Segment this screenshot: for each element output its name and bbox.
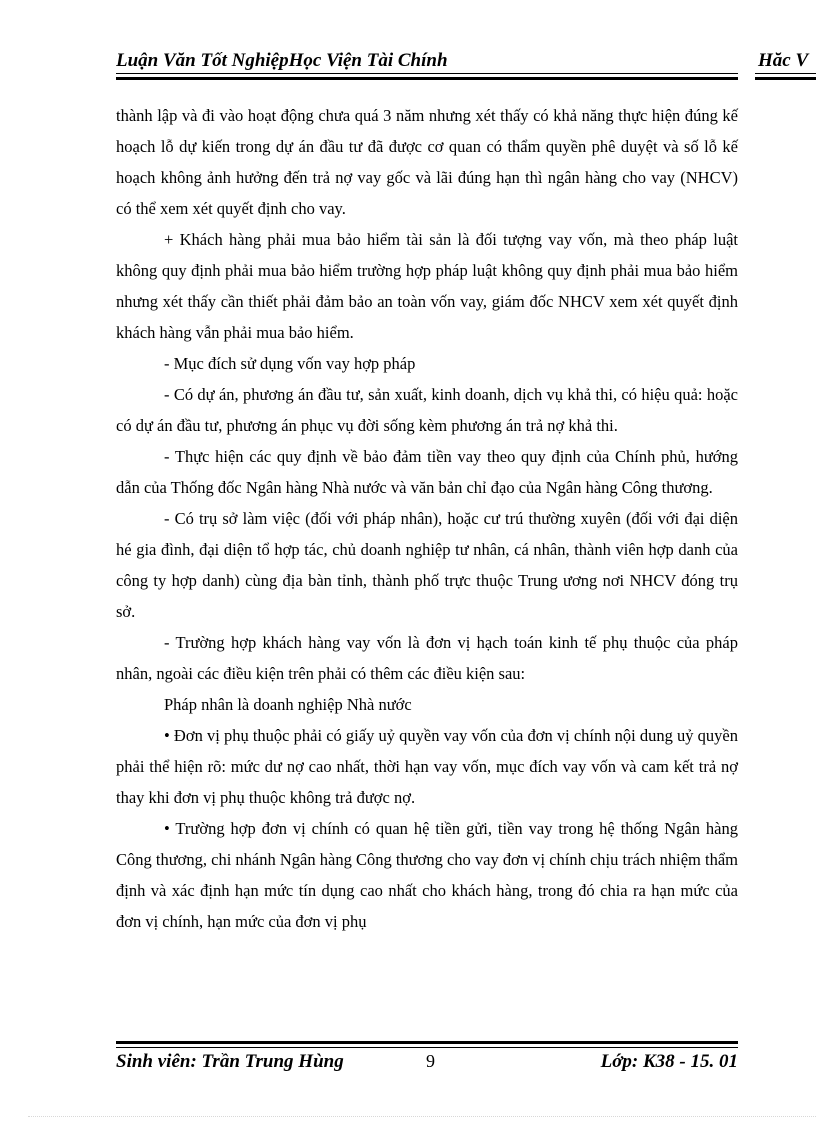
thesis-title: Luận Văn Tốt NghiệpHọc Viện Tài Chính	[116, 50, 448, 71]
class-label: Lớp: K38 - 15. 01	[600, 1051, 738, 1072]
student-name: Sinh viên: Trần Trung Hùng	[116, 1051, 344, 1072]
header-rule-thick	[116, 77, 738, 80]
header-right-text: Hăc V	[758, 50, 809, 71]
paragraph-6: - Có trụ sở làm việc (đối với pháp nhân), hoặc cư trú thường xuyên (đối với đại diện hé gia đình, đại diện tổ hợp tác, chủ doanh nghiệp tư nhân, cá nhân, thành viên hợp danh của công ty hợp danh) cùng địa bàn tỉnh, thành phố trực thuộc Trung ương nơi NHCV đóng trụ sở.	[116, 509, 738, 621]
footer-rule-thick	[116, 1041, 738, 1044]
paragraph-5: - Thực hiện các quy định về bảo đảm tiền vay theo quy định của Chính phủ, hướng dẫn của Thống đốc Ngân hàng Nhà nước và văn bản chỉ đạo của Ngân hàng Công thương.	[116, 447, 738, 497]
header-rule-thin	[116, 73, 738, 74]
body-text	[116, 100, 738, 937]
footer-rule-thin	[116, 1047, 738, 1048]
page-number: 9	[426, 1051, 435, 1071]
header-rule-thick-right	[755, 77, 816, 80]
page-bottom-dotted-line	[28, 1116, 816, 1117]
paragraph-4: - Có dự án, phương án đầu tư, sản xuất, kinh doanh, dịch vụ khả thi, có hiệu quả: hoặc có dự án đầu tư, phương án phục vụ đời sống kèm phương án trả nợ khả thi.	[116, 385, 738, 435]
page-header	[116, 50, 816, 74]
paragraph-3: - Mục đích sử dụng vốn vay hợp pháp	[164, 354, 416, 373]
paragraph-2: + Khách hàng phải mua bảo hiểm tài sản là đối tượng vay vốn, mà theo pháp luật không quy định phải mua bảo hiểm trường hợp pháp luật không quy định phải mua bảo hiểm nhưng xét thấy cần thiết phải đảm bảo an toàn vốn vay, giám đốc NHCV xem xét quyết định khách hàng vẫn phải mua bảo hiểm.	[116, 230, 738, 342]
paragraph-10: • Trường hợp đơn vị chính có quan hệ tiền gửi, tiền vay trong hệ thống Ngân hàng Công thương, chi nhánh Ngân hàng Công thương cho vay đơn vị chính chịu trách nhiệm thẩm định và xác định hạn mức tín dụng cao nhất cho khách hàng, trong đó chia ra hạn mức của đơn vị chính, hạn mức của đơn vị phụ	[116, 819, 738, 931]
header-rule-thin-right	[755, 73, 816, 74]
paragraph-1: thành lập và đi vào hoạt động chưa quá 3 năm nhưng xét thấy có khả năng thực hiện đúng kế hoạch lỗ dự kiến trong dự án đầu tư đã được cơ quan có thẩm quyền phê duyệt và số lỗ kế hoạch không ảnh hưởng đến trả nợ vay gốc và lãi đúng hạn thì ngân hàng cho vay (NHCV) có thể xem xét quyết định cho vay.	[116, 106, 738, 218]
paragraph-7: - Trường hợp khách hàng vay vốn là đơn vị hạch toán kinh tế phụ thuộc của pháp nhân, ngoài các điều kiện trên phải có thêm các điều kiện sau:	[116, 633, 738, 683]
paragraph-8: Pháp nhân là doanh nghiệp Nhà nước	[164, 695, 412, 714]
paragraph-9: • Đơn vị phụ thuộc phải có giấy uỷ quyền vay vốn của đơn vị chính nội dung uỷ quyền phải thể hiện rõ: mức dư nợ cao nhất, thời hạn vay vốn, mục đích vay vốn và cam kết trả nợ thay khi đơn vị phụ thuộc không trả được nợ.	[116, 726, 738, 807]
